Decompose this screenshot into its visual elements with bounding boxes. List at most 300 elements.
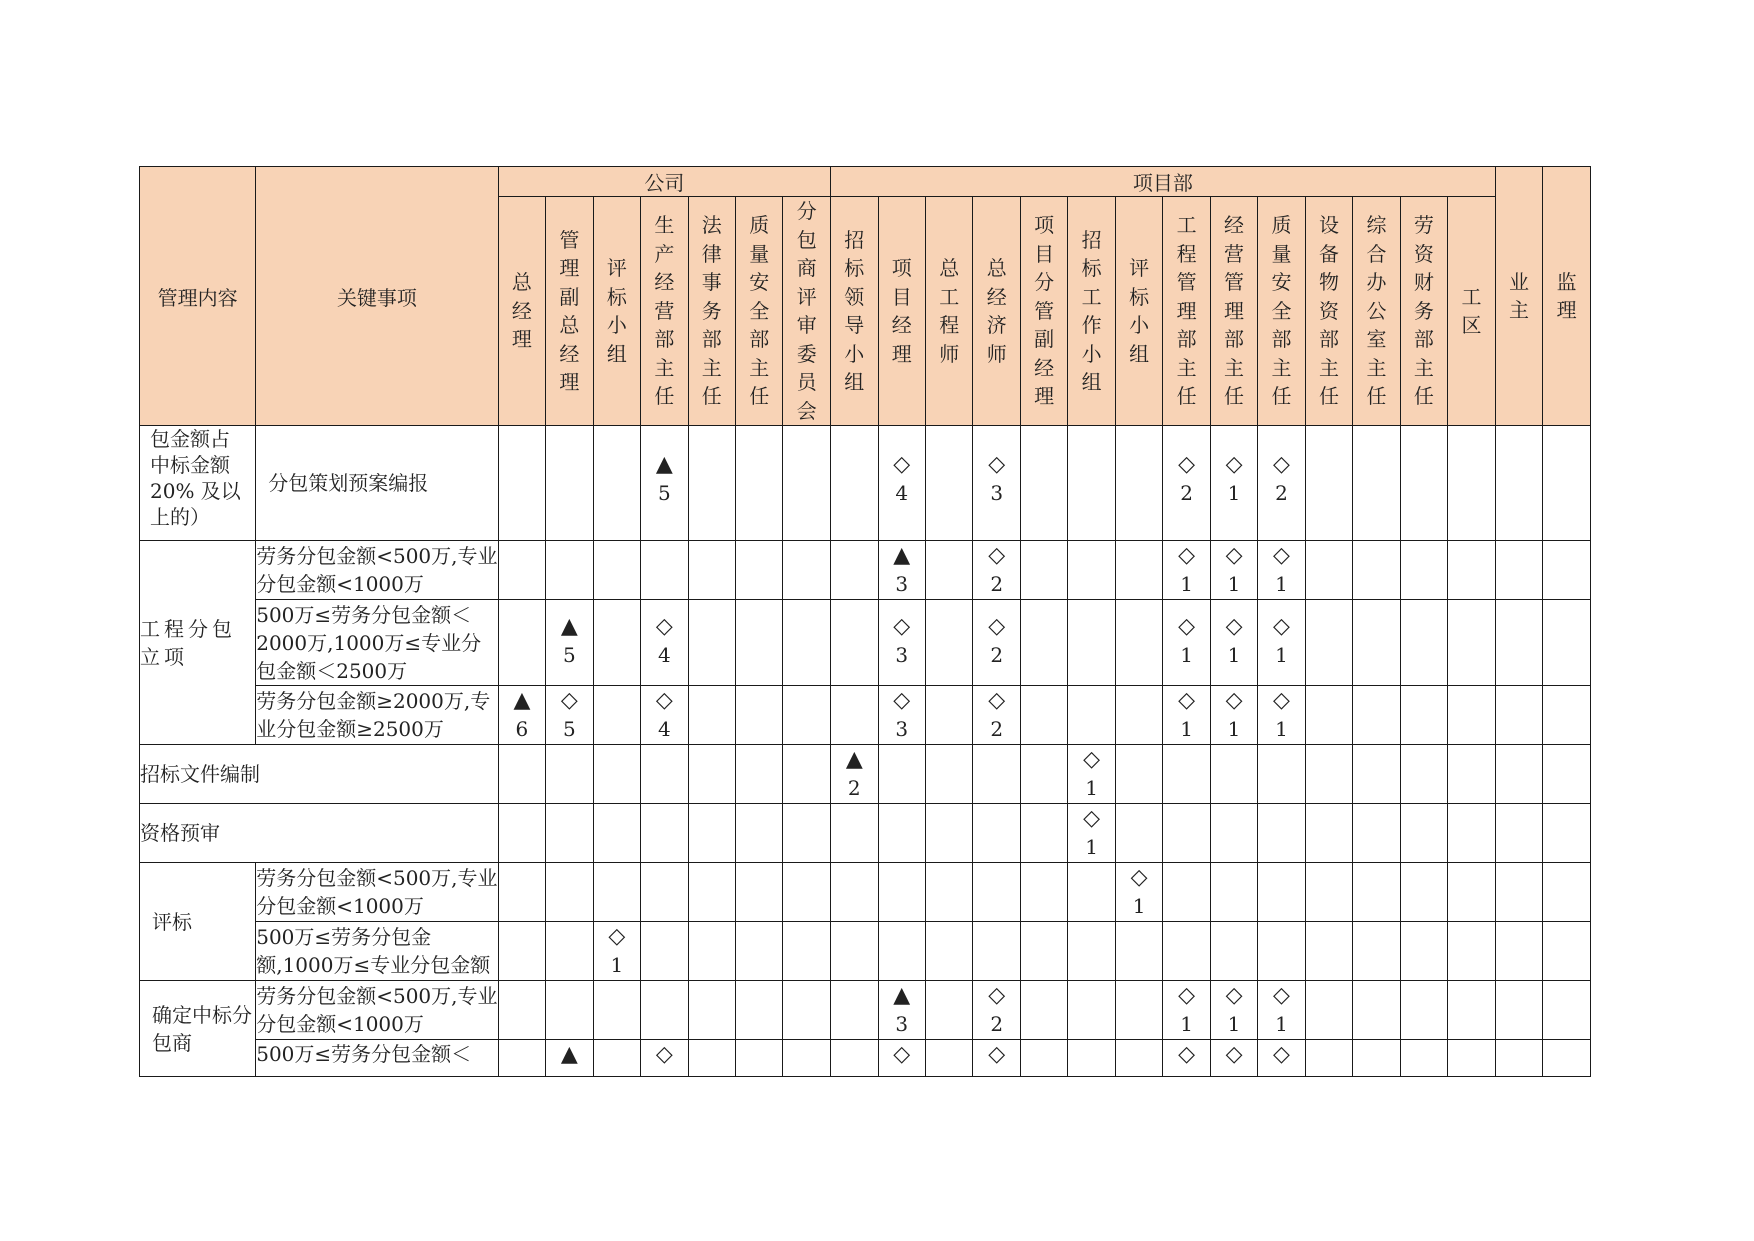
responsibility-cell	[1448, 863, 1496, 922]
responsibility-cell	[1258, 426, 1305, 541]
diamond-marker-icon: ◇	[1225, 543, 1243, 568]
responsibility-cell	[1353, 686, 1400, 745]
responsibility-cell	[1400, 981, 1447, 1040]
responsibility-cell	[546, 686, 593, 745]
responsibility-cell	[1115, 426, 1162, 541]
responsibility-cell	[925, 804, 972, 863]
responsibility-cell	[688, 1040, 735, 1077]
responsibility-cell	[1258, 804, 1305, 863]
responsibility-cell	[736, 686, 783, 745]
diamond-marker-icon: ◇	[1225, 452, 1243, 477]
responsibility-cell	[878, 745, 925, 804]
responsibility-cell	[1400, 541, 1447, 600]
diamond-marker-icon: ◇	[988, 1042, 1006, 1067]
key-item-cell: 劳务分包金额≥2000万,专业分包金额≥2500万	[256, 686, 498, 745]
responsibility-cell	[1353, 541, 1400, 600]
responsibility-cell	[1495, 863, 1542, 922]
priority-number: 3	[895, 643, 909, 667]
key-item-cell: 500万≤劳务分包金额＜2000万,1000万≤专业分包金额＜2500万	[256, 600, 498, 686]
matrix-row	[140, 600, 1591, 686]
responsibility-cell	[878, 922, 925, 981]
priority-number: 4	[657, 717, 671, 741]
priority-number: 4	[895, 481, 909, 505]
responsibility-cell	[1495, 804, 1542, 863]
management-content-cell: 包金额占中标金额20% 及以上的）	[140, 426, 256, 541]
management-content-cell: 评标	[140, 863, 256, 981]
col-header-project-deputy-manager: 项目分管副经理	[1020, 197, 1067, 426]
responsibility-cell	[878, 541, 925, 600]
responsibility-cell	[1400, 426, 1447, 541]
responsibility-cell	[831, 863, 878, 922]
priority-number: 1	[1180, 1012, 1193, 1036]
responsibility-cell	[641, 804, 688, 863]
diamond-marker-icon: ◇	[1273, 614, 1290, 639]
col-header-chief-engineer: 总工程师	[925, 197, 972, 426]
diamond-marker-icon: ◇	[1225, 688, 1243, 713]
responsibility-cell	[736, 541, 783, 600]
responsibility-cell	[783, 541, 831, 600]
responsibility-cell	[688, 981, 735, 1040]
responsibility-cell	[1353, 922, 1400, 981]
responsibility-cell	[736, 804, 783, 863]
responsibility-cell	[1495, 745, 1542, 804]
priority-number: 1	[1085, 835, 1098, 859]
priority-number: 6	[515, 717, 529, 741]
responsibility-cell	[736, 600, 783, 686]
responsibility-cell	[593, 745, 640, 804]
responsibility-cell	[1305, 922, 1352, 981]
responsibility-cell	[878, 1040, 925, 1077]
matrix-row	[140, 863, 1591, 922]
triangle-marker-icon: ▲	[513, 688, 531, 713]
responsibility-cell	[1543, 1040, 1591, 1077]
responsibility-cell	[1115, 922, 1162, 981]
col-header-subcontractor-review-committee: 分包商评审委员会	[783, 197, 831, 426]
responsibility-cell	[1163, 745, 1210, 804]
responsibility-cell	[878, 981, 925, 1040]
responsibility-cell	[1163, 922, 1210, 981]
responsibility-cell	[1305, 981, 1352, 1040]
responsibility-cell	[783, 745, 831, 804]
responsibility-cell	[1115, 541, 1162, 600]
responsibility-cell	[973, 686, 1020, 745]
responsibility-cell	[498, 1040, 545, 1077]
responsibility-cell	[1448, 804, 1496, 863]
responsibility-cell	[831, 686, 878, 745]
responsibility-cell	[641, 541, 688, 600]
responsibility-cell	[1543, 922, 1591, 981]
responsibility-cell	[1210, 863, 1257, 922]
responsibility-cell	[546, 981, 593, 1040]
responsibility-cell	[925, 1040, 972, 1077]
responsibility-cell	[593, 1040, 640, 1077]
responsibility-cell	[1115, 981, 1162, 1040]
diamond-marker-icon: ◇	[988, 983, 1006, 1008]
responsibility-cell	[1400, 804, 1447, 863]
responsibility-cell	[1115, 804, 1162, 863]
priority-number: 1	[1227, 572, 1241, 596]
responsibility-cell	[546, 426, 593, 541]
responsibility-cell	[641, 745, 688, 804]
responsibility-cell	[1353, 600, 1400, 686]
responsibility-cell	[641, 981, 688, 1040]
responsibility-cell	[831, 1040, 878, 1077]
responsibility-cell	[878, 804, 925, 863]
responsibility-cell	[1353, 745, 1400, 804]
responsibility-cell	[1543, 981, 1591, 1040]
triangle-marker-icon: ▲	[560, 614, 578, 639]
responsibility-cell	[688, 745, 735, 804]
responsibility-cell	[878, 600, 925, 686]
priority-number: 1	[1227, 481, 1241, 505]
priority-number: 2	[847, 776, 861, 800]
diamond-marker-icon: ◇	[988, 543, 1006, 568]
header-group-company: 公司	[498, 167, 830, 197]
matrix-row	[140, 1040, 1591, 1077]
responsibility-cell	[878, 426, 925, 541]
responsibility-cell	[1115, 1040, 1162, 1077]
responsibility-cell	[1115, 863, 1162, 922]
priority-number: 2	[990, 717, 1004, 741]
col-header-quality-safety-director: 质量安全部主任	[736, 197, 783, 426]
priority-number: 1	[1180, 572, 1193, 596]
priority-number: 2	[990, 643, 1004, 667]
responsibility-cell	[1020, 863, 1067, 922]
responsibility-cell	[925, 600, 972, 686]
responsibility-cell	[925, 981, 972, 1040]
col-header-engineering-dept-director: 工程管理部主任	[1163, 197, 1210, 426]
col-header-project-bid-evaluation-group: 评标小组	[1115, 197, 1162, 426]
responsibility-cell	[878, 863, 925, 922]
responsibility-cell	[641, 1040, 688, 1077]
priority-number: 2	[990, 572, 1004, 596]
responsibility-cell	[1068, 922, 1115, 981]
responsibility-cell	[1210, 541, 1257, 600]
responsibility-cell	[831, 804, 878, 863]
responsibility-cell	[1448, 981, 1496, 1040]
matrix-row	[140, 804, 1591, 863]
responsibility-cell	[1495, 686, 1542, 745]
responsibility-cell	[546, 804, 593, 863]
responsibility-cell	[1210, 922, 1257, 981]
col-header-labor-finance-director: 劳资财务部主任	[1400, 197, 1447, 426]
responsibility-cell	[1210, 745, 1257, 804]
responsibility-cell	[593, 600, 640, 686]
responsibility-cell	[1495, 1040, 1542, 1077]
responsibility-cell	[641, 426, 688, 541]
priority-number: 1	[1180, 717, 1193, 741]
responsibility-cell	[783, 1040, 831, 1077]
key-item-cell: 500万≤劳务分包金额,1000万≤专业分包金额	[256, 922, 498, 981]
responsibility-cell	[1400, 863, 1447, 922]
responsibility-cell	[498, 922, 545, 981]
triangle-marker-icon: ▲	[655, 452, 673, 477]
responsibility-cell	[1448, 541, 1496, 600]
responsibility-cell	[1305, 863, 1352, 922]
responsibility-cell	[1258, 745, 1305, 804]
responsibility-cell	[973, 426, 1020, 541]
diamond-marker-icon: ◇	[893, 452, 911, 477]
responsibility-cell	[1495, 541, 1542, 600]
diamond-marker-icon: ◇	[988, 614, 1006, 639]
responsibility-cell	[688, 863, 735, 922]
responsibility-cell	[1163, 1040, 1210, 1077]
responsibility-cell	[1020, 922, 1067, 981]
responsibility-cell	[1495, 922, 1542, 981]
responsibility-cell	[641, 600, 688, 686]
diamond-marker-icon: ◇	[893, 614, 911, 639]
diamond-marker-icon: ◇	[560, 688, 578, 713]
responsibility-cell	[1543, 426, 1591, 541]
responsibility-cell	[1020, 600, 1067, 686]
col-header-equipment-materials-director: 设备物资部主任	[1305, 197, 1352, 426]
col-header-owner: 业主	[1495, 167, 1542, 426]
responsibility-cell	[973, 922, 1020, 981]
management-content-cell: 招标文件编制	[140, 745, 499, 804]
diamond-marker-icon: ◇	[1178, 614, 1196, 639]
priority-number: 2	[1275, 481, 1288, 505]
responsibility-cell	[1210, 426, 1257, 541]
responsibility-cell	[1305, 745, 1352, 804]
priority-number: 1	[1275, 1012, 1288, 1036]
responsibility-cell	[1068, 863, 1115, 922]
responsibility-cell	[593, 863, 640, 922]
priority-number: 5	[657, 481, 671, 505]
responsibility-cell	[1068, 686, 1115, 745]
responsibility-cell	[498, 745, 545, 804]
responsibility-cell	[736, 426, 783, 541]
responsibility-cell	[831, 600, 878, 686]
responsibility-cell	[783, 804, 831, 863]
responsibility-cell	[1210, 1040, 1257, 1077]
priority-number: 1	[610, 953, 624, 977]
priority-number: 1	[1132, 894, 1146, 918]
responsibility-cell	[1163, 981, 1210, 1040]
key-item-cell: 分包策划预案编报	[256, 426, 498, 541]
header-management-content: 管理内容	[140, 167, 256, 426]
responsibility-cell	[783, 981, 831, 1040]
responsibility-cell	[1068, 804, 1115, 863]
responsibility-cell	[1543, 863, 1591, 922]
responsibility-cell	[1258, 981, 1305, 1040]
responsibility-cell	[973, 863, 1020, 922]
key-item-cell: 劳务分包金额<500万,专业分包金额<1000万	[256, 981, 498, 1040]
responsibility-cell	[1400, 600, 1447, 686]
responsibility-cell	[1068, 426, 1115, 541]
responsibility-cell	[641, 686, 688, 745]
responsibility-cell	[1305, 426, 1352, 541]
responsibility-cell	[1020, 426, 1067, 541]
responsibility-cell	[1068, 981, 1115, 1040]
responsibility-cell	[1543, 745, 1591, 804]
responsibility-cell	[688, 922, 735, 981]
responsibility-cell	[1115, 686, 1162, 745]
matrix-row	[140, 922, 1591, 981]
triangle-marker-icon: ▲	[845, 747, 863, 772]
diamond-marker-icon: ◇	[655, 688, 673, 713]
responsibility-cell	[498, 600, 545, 686]
diamond-marker-icon: ◇	[1225, 1042, 1243, 1067]
responsibility-cell	[1448, 1040, 1496, 1077]
priority-number: 1	[1085, 776, 1098, 800]
responsibility-cell	[546, 922, 593, 981]
responsibility-cell	[1210, 804, 1257, 863]
responsibility-cell	[1020, 686, 1067, 745]
responsibility-cell	[688, 541, 735, 600]
priority-number: 2	[990, 1012, 1004, 1036]
responsibility-cell	[593, 541, 640, 600]
diamond-marker-icon: ◇	[893, 1042, 911, 1067]
diamond-marker-icon: ◇	[1273, 983, 1290, 1008]
matrix-body	[140, 426, 1591, 1077]
responsibility-matrix-table	[139, 166, 1591, 1077]
col-header-project-quality-safety-director: 质量安全部主任	[1258, 197, 1305, 426]
responsibility-cell	[1068, 600, 1115, 686]
col-header-tender-leadership-group: 招标领导小组	[831, 197, 878, 426]
responsibility-cell	[1068, 1040, 1115, 1077]
responsibility-cell	[1353, 804, 1400, 863]
responsibility-cell	[1020, 1040, 1067, 1077]
col-header-deputy-general-manager: 管理副总经理	[546, 197, 593, 426]
responsibility-cell	[688, 804, 735, 863]
responsibility-cell	[973, 745, 1020, 804]
responsibility-cell	[1448, 600, 1496, 686]
responsibility-cell	[1543, 804, 1591, 863]
col-header-general-manager: 总经理	[498, 197, 545, 426]
priority-number: 1	[1227, 717, 1241, 741]
responsibility-cell	[736, 922, 783, 981]
diamond-marker-icon: ◇	[1225, 983, 1243, 1008]
matrix-row	[140, 686, 1591, 745]
triangle-marker-icon: ▲	[560, 1042, 578, 1067]
diamond-marker-icon: ◇	[1273, 452, 1290, 477]
responsibility-cell	[925, 426, 972, 541]
responsibility-cell	[546, 600, 593, 686]
col-header-project-manager: 项目经理	[878, 197, 925, 426]
diamond-marker-icon: ◇	[1225, 614, 1243, 639]
responsibility-cell	[925, 541, 972, 600]
matrix-row	[140, 426, 1591, 541]
management-content-cell: 资格预审	[140, 804, 499, 863]
responsibility-cell	[498, 981, 545, 1040]
responsibility-cell	[1400, 745, 1447, 804]
diamond-marker-icon: ◇	[988, 452, 1006, 477]
responsibility-cell	[1400, 922, 1447, 981]
priority-number: 4	[657, 643, 671, 667]
matrix-row	[140, 981, 1591, 1040]
priority-number: 5	[563, 717, 576, 741]
col-header-bid-evaluation-group: 评标小组	[593, 197, 640, 426]
responsibility-cell	[1353, 1040, 1400, 1077]
priority-number: 5	[563, 643, 576, 667]
responsibility-cell	[688, 600, 735, 686]
diamond-marker-icon: ◇	[1273, 543, 1290, 568]
responsibility-cell	[498, 686, 545, 745]
responsibility-cell	[736, 981, 783, 1040]
responsibility-cell	[831, 426, 878, 541]
responsibility-cell	[1353, 863, 1400, 922]
responsibility-cell	[1448, 745, 1496, 804]
responsibility-cell	[546, 1040, 593, 1077]
matrix-row	[140, 745, 1591, 804]
responsibility-cell	[1543, 686, 1591, 745]
responsibility-cell	[1163, 863, 1210, 922]
priority-number: 1	[1227, 643, 1241, 667]
responsibility-cell	[925, 686, 972, 745]
header-group-project-dept: 项目部	[831, 167, 1496, 197]
responsibility-cell	[973, 804, 1020, 863]
responsibility-cell	[1020, 804, 1067, 863]
responsibility-cell	[641, 863, 688, 922]
priority-number: 1	[1275, 717, 1288, 741]
col-header-production-dept-director: 生产经营部主任	[641, 197, 688, 426]
responsibility-cell	[593, 981, 640, 1040]
triangle-marker-icon: ▲	[893, 983, 911, 1008]
responsibility-cell	[1163, 600, 1210, 686]
responsibility-cell	[1258, 863, 1305, 922]
diamond-marker-icon: ◇	[1178, 688, 1196, 713]
responsibility-cell	[1448, 922, 1496, 981]
responsibility-cell	[736, 1040, 783, 1077]
priority-number: 1	[1275, 643, 1288, 667]
responsibility-cell	[1448, 686, 1496, 745]
responsibility-cell	[1163, 426, 1210, 541]
responsibility-cell	[1353, 981, 1400, 1040]
responsibility-cell	[546, 745, 593, 804]
responsibility-cell	[498, 426, 545, 541]
diamond-marker-icon: ◇	[1178, 1042, 1196, 1067]
priority-number: 3	[990, 481, 1004, 505]
responsibility-cell	[546, 541, 593, 600]
priority-number: 2	[1180, 481, 1193, 505]
responsibility-cell	[641, 922, 688, 981]
responsibility-cell	[973, 1040, 1020, 1077]
diamond-marker-icon: ◇	[988, 688, 1006, 713]
responsibility-cell	[1400, 686, 1447, 745]
responsibility-cell	[1448, 426, 1496, 541]
responsibility-cell	[1305, 804, 1352, 863]
priority-number: 3	[895, 1012, 909, 1036]
responsibility-cell	[1495, 600, 1542, 686]
responsibility-cell	[1115, 745, 1162, 804]
responsibility-cell	[783, 600, 831, 686]
responsibility-cell	[1210, 686, 1257, 745]
diamond-marker-icon: ◇	[1130, 865, 1148, 890]
responsibility-cell	[1305, 600, 1352, 686]
responsibility-cell	[1020, 981, 1067, 1040]
responsibility-cell	[1305, 686, 1352, 745]
responsibility-cell	[783, 686, 831, 745]
diamond-marker-icon: ◇	[1083, 747, 1101, 772]
responsibility-cell	[925, 863, 972, 922]
matrix-row	[140, 541, 1591, 600]
responsibility-cell	[925, 745, 972, 804]
responsibility-cell	[973, 981, 1020, 1040]
responsibility-cell	[973, 600, 1020, 686]
responsibility-cell	[546, 863, 593, 922]
responsibility-cell	[498, 541, 545, 600]
responsibility-cell	[1258, 686, 1305, 745]
responsibility-cell	[1495, 426, 1542, 541]
responsibility-cell	[1258, 541, 1305, 600]
responsibility-cell	[1163, 686, 1210, 745]
diamond-marker-icon: ◇	[893, 688, 911, 713]
diamond-marker-icon: ◇	[655, 614, 673, 639]
diamond-marker-icon: ◇	[608, 924, 626, 949]
key-item-cell: 劳务分包金额<500万,专业分包金额<1000万	[256, 863, 498, 922]
diamond-marker-icon: ◇	[1083, 806, 1101, 831]
diamond-marker-icon: ◇	[655, 1042, 673, 1067]
